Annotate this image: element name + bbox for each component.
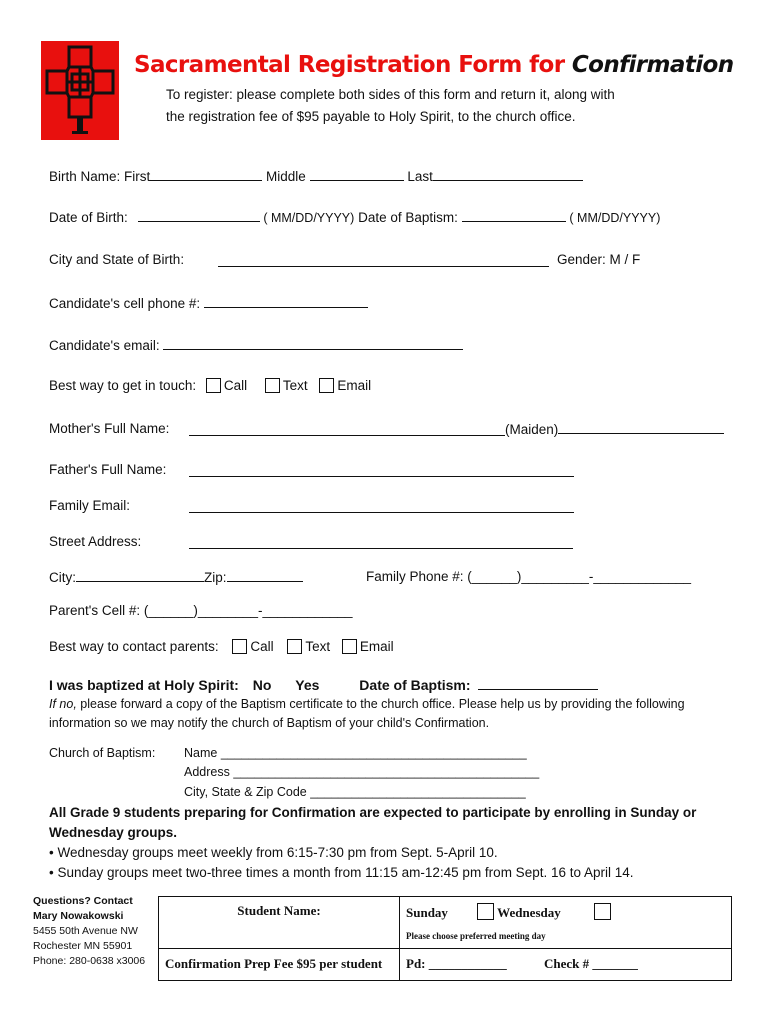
parents-cell-field[interactable]: Parent's Cell #: (______)________-____________: [49, 603, 353, 618]
baptism-date-field[interactable]: [462, 209, 566, 222]
sunday-checkbox[interactable]: [477, 903, 494, 920]
check-number-field[interactable]: Check # _______: [544, 956, 638, 971]
maiden-row: [505, 421, 724, 437]
street-field[interactable]: [189, 536, 573, 549]
city-field[interactable]: [76, 569, 204, 582]
first-name-field[interactable]: [150, 168, 262, 181]
family-email-field[interactable]: [189, 500, 574, 513]
parent-call-label: Call: [250, 639, 274, 654]
father-label: Father's Full Name:: [49, 462, 167, 477]
contact-phone: Phone: 280-0638 x3006: [33, 955, 146, 967]
baptized-row: [49, 677, 598, 693]
text-checkbox[interactable]: [265, 378, 280, 393]
title-emphasis: Confirmation: [571, 52, 734, 78]
mother-field[interactable]: [189, 423, 505, 436]
maiden-field[interactable]: [558, 421, 724, 434]
gender-label[interactable]: Gender: M / F: [557, 252, 641, 267]
first-name-label: Birth Name: First: [49, 169, 151, 184]
cell-field[interactable]: [204, 295, 368, 308]
birth-place-field[interactable]: [218, 254, 549, 267]
email-label: Candidate's email:: [49, 338, 160, 353]
parent-text-label: Text: [305, 639, 331, 654]
call-checkbox[interactable]: [206, 378, 221, 393]
baptism-date-label: Date of Baptism:: [358, 210, 458, 225]
parent-text-checkbox[interactable]: [287, 639, 302, 654]
baptized-no-option[interactable]: No: [252, 677, 272, 693]
paid-field[interactable]: Pd: ____________: [406, 956, 507, 971]
contact-name: Mary Nowakowski: [33, 910, 124, 922]
wednesday-checkbox[interactable]: [594, 903, 611, 920]
groups-heading-line-1: All Grade 9 students preparing for Confirmation are expected to participate by enrolling in Sunday or: [49, 805, 697, 820]
dob-format: ( MM/DD/YYYY): [263, 211, 355, 225]
city-label: City:: [49, 570, 76, 585]
zip-field[interactable]: [227, 569, 303, 582]
parent-email-label: Email: [359, 639, 394, 654]
baptized-question: I was baptized at Holy Spirit:: [49, 677, 239, 693]
dob-field[interactable]: [138, 209, 260, 222]
baptism-date-format: ( MM/DD/YYYY): [569, 211, 661, 225]
church-name-field[interactable]: Name ____________________________________________: [184, 746, 527, 760]
wednesday-label: Wednesday: [497, 905, 561, 920]
sunday-label: Sunday: [406, 905, 448, 920]
contact-block: [33, 894, 145, 969]
parent-contact-pref-row: [49, 639, 394, 654]
city-zip-row: [49, 569, 303, 585]
parent-contact-pref-label: Best way to contact parents:: [49, 639, 219, 654]
last-name-field[interactable]: [433, 168, 583, 181]
groups-heading-line-2: Wednesday groups.: [49, 825, 178, 840]
birth-place-label: City and State of Birth:: [49, 252, 185, 267]
intro-line-1: To register: please complete both sides of this form and return it, along with: [166, 87, 615, 102]
baptism-note-line-2: information so we may notify the church of Baptism of your child's Confirmation.: [49, 716, 490, 730]
parent-email-checkbox[interactable]: [342, 639, 357, 654]
text-label: Text: [282, 378, 308, 393]
contact-street: 5455 50th Avenue NW: [33, 925, 138, 937]
intro-line-2: the registration fee of $95 payable to Holy Spirit, to the church office.: [166, 109, 576, 124]
zip-label: Zip:: [204, 570, 227, 585]
form-title: Sacramental Registration Form for Confirmation: [134, 52, 734, 78]
wednesday-bullet: • Wednesday groups meet weekly from 6:15-7:30 pm from Sept. 5-April 10.: [49, 845, 498, 860]
birth-name-row: [49, 168, 583, 184]
baptism-date-label-2: Date of Baptism:: [359, 677, 471, 693]
maiden-label: (Maiden): [505, 422, 559, 437]
payment-cell: [400, 949, 732, 981]
parent-call-checkbox[interactable]: [232, 639, 247, 654]
office-use-table: [158, 896, 732, 981]
family-email-label: Family Email:: [49, 498, 131, 513]
student-name-cell[interactable]: [159, 897, 400, 949]
mother-label: Mother's Full Name:: [49, 421, 170, 436]
father-field[interactable]: [189, 464, 574, 477]
contact-pref-label: Best way to get in touch:: [49, 378, 197, 393]
meeting-day-cell: [400, 897, 732, 949]
dob-label: Date of Birth:: [49, 210, 128, 225]
baptism-note-line-1: If no, please forward a copy of the Baptism certificate to the church office. Please help us by providing the following: [49, 697, 685, 711]
middle-name-label: Middle: [266, 169, 306, 184]
cell-row: [49, 295, 368, 311]
if-no-label: If no,: [49, 697, 77, 711]
email-checkbox[interactable]: [319, 378, 334, 393]
street-label: Street Address:: [49, 534, 142, 549]
last-name-label: Last: [407, 169, 433, 184]
call-label: Call: [223, 378, 248, 393]
parish-cross-logo: [41, 41, 119, 140]
preferred-day-note: Please choose preferred meeting day: [406, 931, 546, 941]
family-phone-field[interactable]: Family Phone #: (______)_________-_____________: [366, 569, 692, 584]
contact-heading: Questions? Contact: [33, 895, 133, 907]
cell-label: Candidate's cell phone #:: [49, 296, 201, 311]
baptized-yes-option[interactable]: Yes: [295, 677, 320, 693]
sunday-bullet: • Sunday groups meet two-three times a month from 11:15 am-12:45 pm from Sept. 16 to April 14.: [49, 865, 634, 880]
fee-label: Confirmation Prep Fee $95 per student: [159, 949, 400, 981]
contact-city: Rochester MN 55901: [33, 940, 133, 952]
email-option-label: Email: [337, 378, 372, 393]
baptism-date-field-2[interactable]: [478, 677, 598, 690]
church-city-field[interactable]: City, State & Zip Code _______________________________: [184, 785, 526, 799]
dob-row: [49, 209, 660, 225]
email-field[interactable]: [163, 337, 463, 350]
email-row: [49, 337, 463, 353]
contact-pref-row: [49, 378, 371, 393]
church-address-field[interactable]: Address ____________________________________________: [184, 765, 540, 779]
middle-name-field[interactable]: [310, 168, 404, 181]
church-of-baptism-label: Church of Baptism:: [49, 746, 156, 760]
student-name-label: Student Name:: [237, 903, 321, 918]
